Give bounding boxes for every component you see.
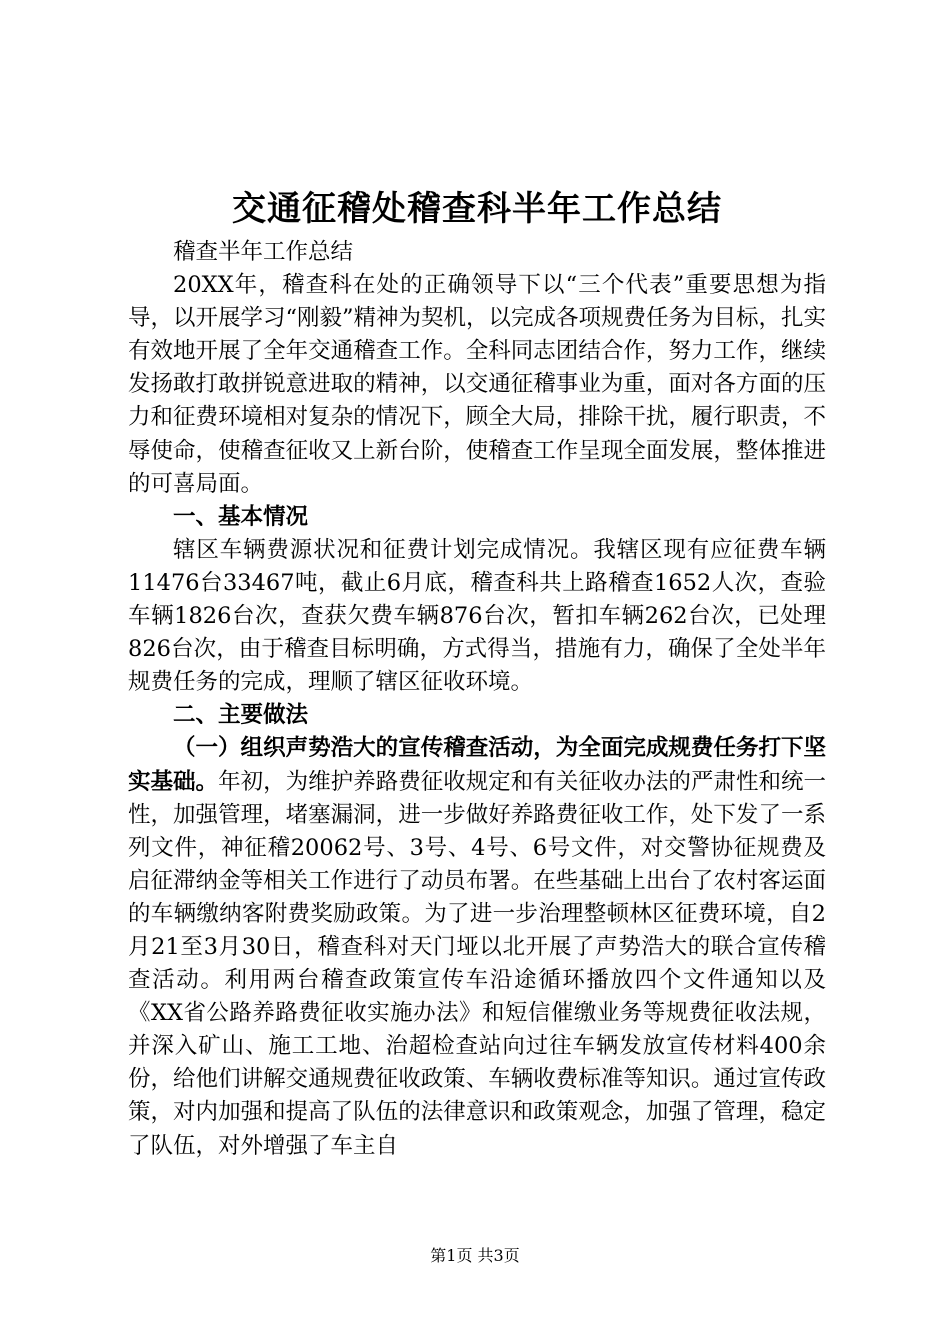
intro-paragraph: 20XX年，稽查科在处的正确领导下以“三个代表”重要思想为指导，以开展学习“刚毅”精神为契机，以完成各项规费任务为目标，扎实有效地开展了全年交通稽查工作。全科同志团结合作，努力工作，继续发扬敢打敢拼锐意进取的精神，以交通征稽事业为重，面对各方面的压力和征费环境相对复杂的情况下，顾全大局，排除干扰，履行职责，不辱使命，使稽查征收又上新台阶，使稽查工作呈现全面发展，整体推进的可喜局面。: [128, 272, 827, 497]
section-heading-methods: 二、主要做法: [173, 702, 309, 729]
section-basic-paragraph: 辖区车辆费源状况和征费计划完成情况。我辖区现有应征费车辆11476台33467吨，截止6月底，稽查科共上路稽查1652人次，查验车辆1826台次，查获欠费车辆876台次，暂扣车辆262台次，已处理826台次，由于稽查目标明确，方式得当，措施有力，确保了全处半年规费任务的完成，理顺了辖区征收环境。: [128, 536, 826, 696]
document-subtitle: 稽查半年工作总结: [173, 239, 354, 265]
paragraph-body-text: 年初，为维护养路费征收规定和有关征收办法的严肃性和统一性，加强管理，堵塞漏洞，进一步做好养路费征收工作，处下发了一系列文件，神征稽20062号、3号、4号、6号文件，对交警协征规费及启征滞纳金等相关工作进行了动员布署。在些基础上出台了农村客运面的车辆缴纳客附费奖励政策。为了进一步治理整顿林区征费环境，自2月21至3月30日，稽查科对天门垭以北开展了声势浩大的联合宣传稽查活动。利用两台稽查政策宣传车沿途循环播放四个文件通知以及《XX省公路养路费征收实施办法》和短信催缴业务等规费征收法规，并深入矿山、施工工地、治超检查站向过往车辆发放宣传材料400余份，给他们讲解交通规费征收政策、车辆收费标准等知识。通过宣传政策，对内加强和提高了队伍的法律意识和政策观念，加强了管理，稳定了队伍，对外增强了车主自: [128, 768, 826, 1159]
section-methods-paragraph: [128, 732, 826, 1162]
document-title: 交通征稽处稽查科半年工作总结: [232, 189, 722, 229]
document-body: [128, 186, 826, 1163]
section-heading-basic: 一、基本情况: [173, 503, 309, 530]
paragraph-lead-sentence: （一）组织声势浩大的宣传稽查活动，为全面完成规费任务打下坚实基础。: [128, 735, 826, 795]
page-footer: 第1页 共3页: [430, 1246, 520, 1265]
